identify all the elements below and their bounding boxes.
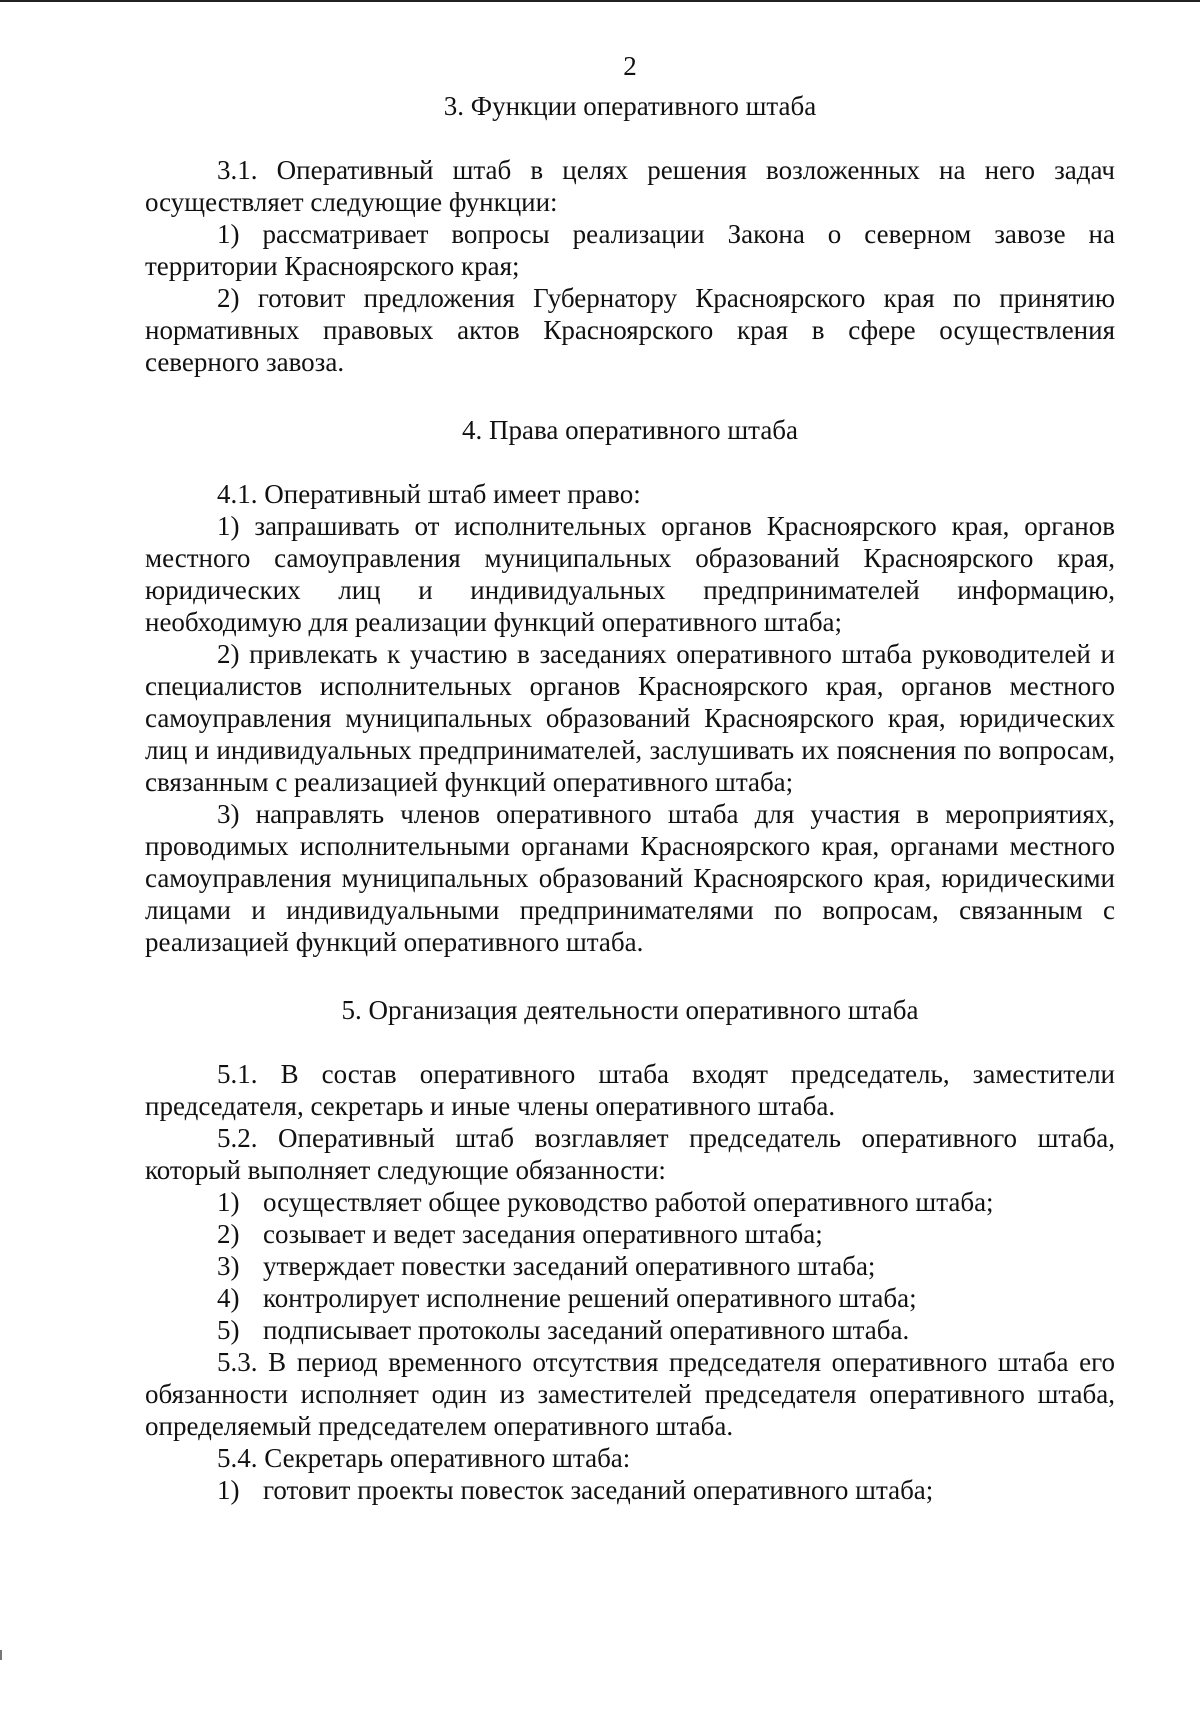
page-number: 2 bbox=[623, 51, 637, 81]
section-3-paragraph-3: 2) готовит предложения Губернатору Красноярского края по принятию нормативных правовых актов Красноярского края в сфере осуществления северного завоза. bbox=[145, 283, 1115, 377]
section-5-paragraph-2: 5.2. Оперативный штаб возглавляет председатель оперативного штаба, который выполняет следующие обязанности: bbox=[145, 1123, 1115, 1185]
section-3-title: 3. Функции оперативного штаба bbox=[443, 91, 817, 121]
list-item-text: осуществляет общее руководство работой оперативного штаба; bbox=[263, 1187, 994, 1217]
section-5-title: 5. Организация деятельности оперативного штаба bbox=[341, 995, 919, 1025]
section-4-paragraph-3: 2) привлекать к участию в заседаниях оперативного штаба руководителей и специалистов исполнительных органов Красноярского края, органов местного самоуправления муниципальных образований Красноярского края, юридических лиц и индивидуальных предпринимателей, заслушивать их пояснения по вопросам, связанным с реализацией функций оперативного штаба; bbox=[145, 639, 1115, 797]
section-4-paragraph-2: 1) запрашивать от исполнительных органов Красноярского края, органов местного самоуправления муниципальных образований Красноярского края, юридических лиц и индивидуальных предпринимателей информацию, необходимую для реализации функций оперативного штаба; bbox=[145, 511, 1115, 637]
section-5-paragraph-3: 5.3. В период временного отсутствия председателя оперативного штаба его обязанности исполняет один из заместителей председателя оперативного штаба, определяемый председателем оперативного штаба. bbox=[145, 1347, 1115, 1441]
section-5-paragraph-1: 5.1. В состав оперативного штаба входят председатель, заместители председателя, секретарь и иные члены оперативного штаба. bbox=[145, 1059, 1115, 1121]
list-item-number: 1) bbox=[217, 1475, 240, 1505]
section-4-paragraph-4: 3) направлять членов оперативного штаба для участия в мероприятиях, проводимых исполнительными органами Красноярского края, органами местного самоуправления муниципальных образований Красноярского края, юридическими лицами и индивидуальными предпринимателями по вопросам, связанным с реализацией функций оперативного штаба. bbox=[145, 799, 1115, 957]
list-item-text: готовит проекты повесток заседаний оперативного штаба; bbox=[263, 1475, 934, 1505]
list-item bbox=[145, 1314, 1115, 1346]
list-item bbox=[145, 1218, 1115, 1250]
list-item bbox=[145, 1250, 1115, 1282]
list-item bbox=[145, 1282, 1115, 1314]
document-body bbox=[145, 50, 1115, 1506]
list-item bbox=[145, 1474, 1115, 1506]
section-4-title: 4. Права оперативного штаба bbox=[461, 415, 799, 445]
section-3-paragraph-2: 1) рассматривает вопросы реализации Закона о северном завозе на территории Красноярского края; bbox=[145, 219, 1115, 281]
list-item bbox=[145, 1186, 1115, 1218]
section-5-paragraph-4: 5.4. Секретарь оперативного штаба: bbox=[217, 1443, 631, 1473]
list-item-text: контролирует исполнение решений оперативного штаба; bbox=[263, 1283, 917, 1313]
list-item-number: 1) bbox=[217, 1187, 240, 1217]
scan-top-edge bbox=[0, 0, 1200, 2]
list-item-text: утверждает повестки заседаний оперативного штаба; bbox=[263, 1251, 876, 1281]
section-3-paragraph-1: 3.1. Оперативный штаб в целях решения возложенных на него задач осуществляет следующие функции: bbox=[145, 155, 1115, 217]
list-item-number: 4) bbox=[217, 1283, 240, 1313]
list-item-text: созывает и ведет заседания оперативного штаба; bbox=[263, 1219, 823, 1249]
list-item-number: 5) bbox=[217, 1315, 240, 1345]
list-item-text: подписывает протоколы заседаний оперативного штаба. bbox=[263, 1315, 910, 1345]
list-item-number: 2) bbox=[217, 1219, 240, 1249]
scan-margin-mark bbox=[0, 1650, 2, 1660]
list-item-number: 3) bbox=[217, 1251, 240, 1281]
section-4-paragraph-1: 4.1. Оперативный штаб имеет право: bbox=[217, 479, 641, 509]
